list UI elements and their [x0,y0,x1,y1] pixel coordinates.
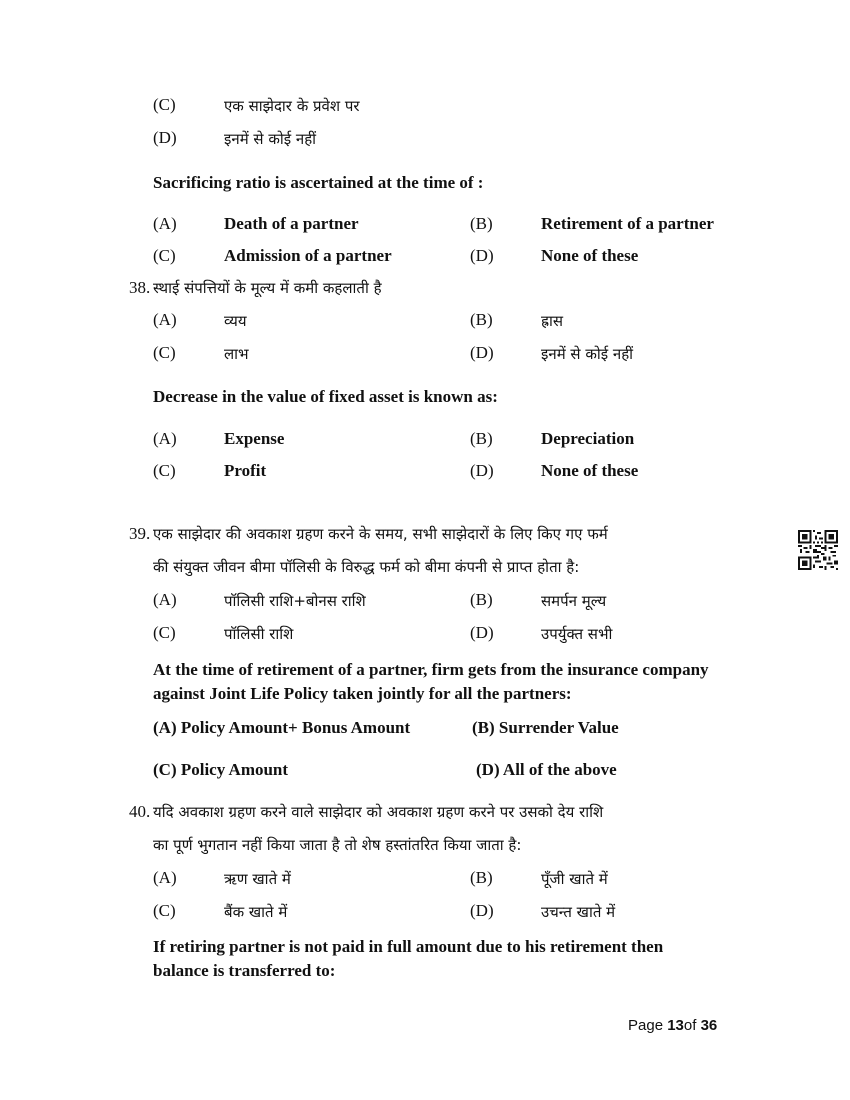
q39-hindi-option-b-label: (B) [470,590,493,609]
q40-hindi-option-d-text: उचन्त खाते में [541,903,616,921]
q39-hindi-question-line1: एक साझेदार की अवकाश ग्रहण करने के समय, सभी साझेदारों के लिए किए गए फर्म [153,525,608,543]
q39-english-question-line1: At the time of retirement of a partner, firm gets from the insurance company [153,660,709,679]
q39-hindi-option-d-text: उपर्युक्त सभी [541,625,613,643]
q38-hindi-option-a-label: (A) [153,310,177,329]
q38-hindi-option-d-label: (D) [470,343,494,362]
q40-hindi-option-c-label: (C) [153,901,176,920]
q38-hindi-option-c-text: लाभ [224,345,249,363]
q39-hindi-option-a-label: (A) [153,590,177,609]
q40-hindi-question-line1: यदि अवकाश ग्रहण करने वाले साझेदार को अवकाश ग्रहण करने पर उसको देय राशि [153,803,604,821]
page-total: 36 [700,1017,718,1034]
q38-hindi-option-b-text: ह्रास [541,312,563,330]
q38-english-option-d-text: None of these [541,461,639,480]
q37-english-option-d-label: (D) [470,246,494,265]
q38-english-question: Decrease in the value of fixed asset is known as: [153,387,498,406]
q40-hindi-question-line2: का पूर्ण भुगतान नहीं किया जाता है तो शेष हस्तांतरित किया जाता है: [153,836,522,854]
q40-english-question-line2: balance is transferred to: [153,961,336,980]
q37-english-option-d-text: None of these [541,246,639,265]
page-prefix: Page [628,1017,664,1034]
q40-hindi-option-b-label: (B) [470,868,493,887]
q38-hindi-option-c-label: (C) [153,343,176,362]
q37-english-option-a-text: Death of a partner [224,214,359,233]
q38-english-option-a-text: Expense [224,429,285,448]
page-number [628,1015,717,1037]
q40-number: 40. [129,802,151,821]
q40-hindi-option-a-text: ऋण खाते में [224,870,291,888]
q39-english-option-b: (B) Surrender Value [472,718,619,737]
q38-hindi-option-d-text: इनमें से कोई नहीं [541,345,634,363]
q39-hindi-option-a-text: पॉलिसी राशि+बोनस राशि [224,592,366,610]
q39-english-option-c: (C) Policy Amount [153,760,289,779]
q38-hindi-option-a-text: व्यय [224,312,247,330]
q38-english-option-c-text: Profit [224,461,267,480]
q37-hindi-option-c-text: एक साझेदार के प्रवेश पर [224,97,360,115]
q37-hindi-option-d-label: (D) [153,128,177,147]
q39-english-question-line2: against Joint Life Policy taken jointly for all the partners: [153,684,572,703]
q37-english-option-a-label: (A) [153,214,177,233]
q38-english-option-c-label: (C) [153,461,176,480]
q38-english-option-a-label: (A) [153,429,177,448]
q37-english-option-c-text: Admission of a partner [224,246,392,265]
q39-hindi-option-b-text: समर्पन मूल्य [541,592,607,610]
q37-english-option-b-label: (B) [470,214,493,233]
q39-english-option-d: (D) All of the above [476,760,617,779]
page-current: 13 [667,1017,684,1034]
q37-english-question: Sacrificing ratio is ascertained at the time of : [153,173,484,192]
q39-english-option-a: (A) Policy Amount+ Bonus Amount [153,718,411,737]
qr-code-icon [798,530,838,570]
q37-english-option-c-label: (C) [153,246,176,265]
q40-hindi-option-a-label: (A) [153,868,177,887]
q39-hindi-option-c-label: (C) [153,623,176,642]
q38-english-option-d-label: (D) [470,461,494,480]
q40-english-question-line1: If retiring partner is not paid in full amount due to his retirement then [153,937,664,956]
q38-english-option-b-text: Depreciation [541,429,635,448]
q38-hindi-option-b-label: (B) [470,310,493,329]
q38-number: 38. [129,278,151,297]
q39-number: 39. [129,524,151,543]
page-of: of [683,1017,697,1034]
q39-hindi-option-c-text: पॉलिसी राशि [224,625,294,643]
q38-english-option-b-label: (B) [470,429,493,448]
q37-english-option-b-text: Retirement of a partner [541,214,714,233]
q40-hindi-option-d-label: (D) [470,901,494,920]
q38-hindi-question: स्थाई संपत्तियों के मूल्य में कमी कहलाती है [153,279,382,297]
q39-hindi-question-line2: की संयुक्त जीवन बीमा पॉलिसी के विरुद्ध फर्म को बीमा कंपनी से प्राप्त होता है: [153,558,580,576]
q37-hindi-option-c-label: (C) [153,95,176,114]
q37-hindi-option-d-text: इनमें से कोई नहीं [224,130,317,148]
q39-hindi-option-d-label: (D) [470,623,494,642]
q40-hindi-option-c-text: बैंक खाते में [224,903,288,921]
q40-hindi-option-b-text: पूँजी खाते में [541,870,608,888]
